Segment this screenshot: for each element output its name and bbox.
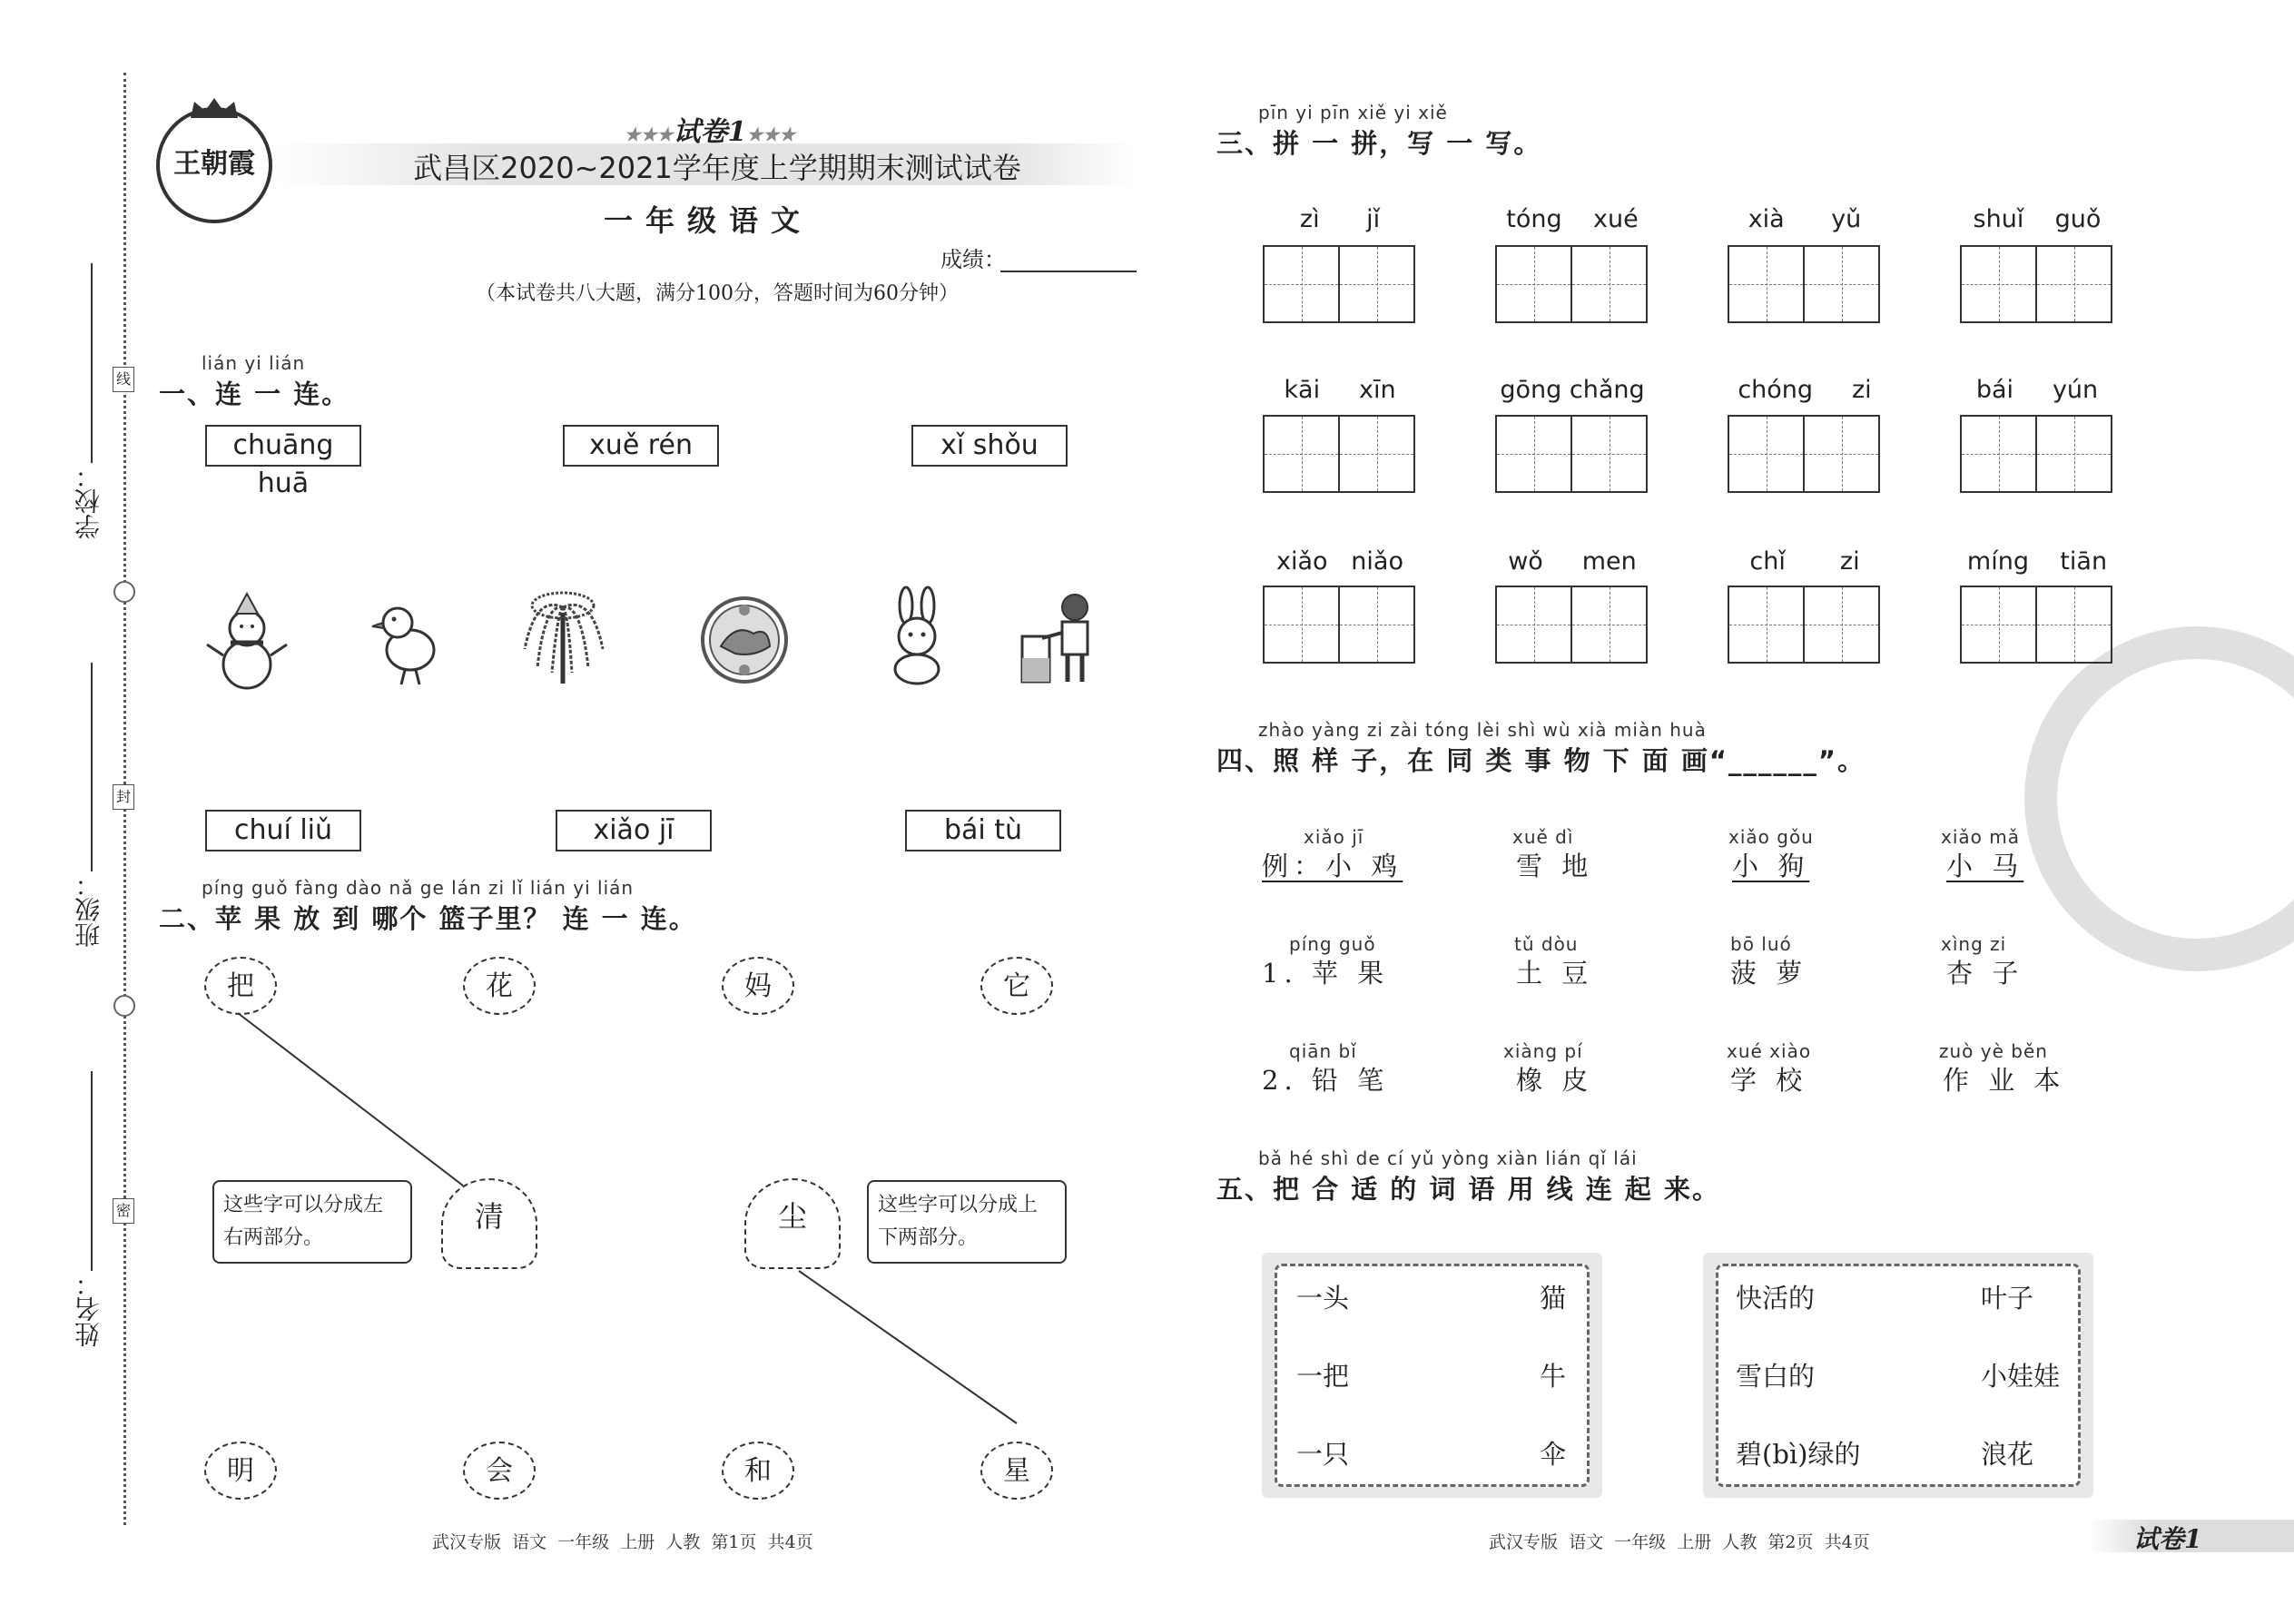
subject-title: 一年级语文 [603,203,812,238]
connector-line [799,1271,1017,1423]
grid-pinyin: chóng zi [1738,376,1872,404]
brand-name: 王朝霞 [173,148,255,180]
section5-title: 五、把 合 适 的 词 语 用 线 连 起 来。 [1216,1174,1720,1205]
word-pinyin: xué xiào [1727,1040,1812,1062]
apple-he[interactable]: 和 [722,1442,794,1500]
word-pinyin: xiàng pí [1503,1040,1583,1062]
apple-ming[interactable]: 明 [204,1442,277,1500]
grid-pinyin: tóng xué [1506,205,1639,233]
grid-pinyin: kāi xīn [1284,376,1396,404]
pinyin-box-xiaoji[interactable]: xiǎo jī [556,810,712,851]
writing-grid[interactable] [1495,245,1648,323]
footer-right: 武汉专版 语文 一年级 上册 人教 第2页 共4页 [1489,1532,1870,1552]
word-option[interactable]: 1. 苹 果 [1262,958,1390,989]
measure-word[interactable]: 一头 [1296,1283,1350,1314]
section4-pinyin: zhào yàng zi zài tóng lèi shì wù xià miàn huà [1258,719,1707,741]
pinyin-box-xueren[interactable]: xuě rén [563,425,719,467]
section1-pinyin: lián yi lián [202,352,306,374]
word-pinyin: xìng zi [1941,933,2007,955]
word-pinyin: tǔ dòu [1514,933,1579,955]
footer-left: 武汉专版 语文 一年级 上册 人教 第1页 共4页 [432,1532,813,1552]
word-option[interactable]: 土 豆 [1516,958,1594,989]
word-pinyin: zuò yè běn [1939,1040,2048,1062]
word-option[interactable]: 杏 子 [1946,958,2024,989]
word-option[interactable]: 小 马 [1946,851,2024,881]
word-pinyin: bō luó [1730,933,1792,955]
writing-grid[interactable] [1960,586,2112,664]
writing-grid[interactable] [1960,415,2112,493]
star-icon: ★★★ [624,123,674,145]
section5-pinyin: bǎ hé shì de cí yǔ yòng xiàn lián qǐ lái [1258,1147,1638,1169]
pinyin-box-chuiliu[interactable]: chuí liǔ [205,810,361,851]
school-label: 学校： [74,463,103,539]
section2-pinyin: píng guǒ fàng dào nǎ ge lán zi lǐ lián yi lián [202,877,635,899]
grid-pinyin: zì jǐ [1299,205,1381,233]
noun-word[interactable]: 牛 [1540,1361,1567,1392]
mark-seal: 封 [113,784,134,810]
adjective-word[interactable]: 雪白的 [1736,1361,1816,1392]
writing-grid[interactable] [1263,245,1415,323]
measure-word[interactable]: 一只 [1296,1439,1350,1470]
apple-ma[interactable]: 妈 [722,957,794,1015]
section4-title: 四、照 样 子，在 同 类 事 物 下 面 画“______”。 [1216,745,1866,776]
adjective-word[interactable]: 快活的 [1736,1283,1816,1314]
apple-ta[interactable]: 它 [980,957,1053,1015]
noun-word[interactable]: 猫 [1540,1283,1567,1314]
writing-grid[interactable] [1728,415,1880,493]
connector-line [238,1013,463,1186]
mark-line: 线 [113,367,134,392]
apple-xing[interactable]: 星 [980,1442,1053,1500]
writing-grid[interactable] [1495,586,1648,664]
section1-title: 一、连 一 连。 [159,379,350,409]
measure-word[interactable]: 一把 [1296,1361,1350,1392]
word-option[interactable]: 橡 皮 [1516,1065,1594,1096]
word-pinyin: píng guǒ [1289,933,1376,955]
grid-pinyin: xiǎo niǎo [1276,547,1403,576]
word-option[interactable]: 学 校 [1730,1065,1808,1096]
grid-pinyin: shuǐ guǒ [1973,205,2102,233]
writing-grid[interactable] [1263,586,1415,664]
writing-grid[interactable] [1263,415,1415,493]
section3-title: 三、拼 一 拼，写 一 写。 [1216,128,1542,159]
word-pinyin: xiǎo jī [1304,826,1364,848]
exam-title: 武昌区2020~2021学年度上学期期末测试试卷 [413,151,1021,185]
word-option[interactable]: 雪 地 [1516,851,1594,881]
writing-grid[interactable] [1960,245,2112,323]
noun-word[interactable]: 伞 [1540,1439,1567,1470]
word-option[interactable]: 作 业 本 [1943,1065,2066,1096]
instructions: （本试卷共八大题，满分100分，答题时间为60分钟） [476,282,959,305]
pinyin-box-baitu[interactable]: bái tù [905,810,1061,851]
name-label: 姓名： [74,1271,103,1347]
pinyin-box-chuanghua[interactable]: chuāng huā [205,425,361,467]
speech-bubble-left: 这些字可以分成左右两部分。 [212,1180,412,1264]
pinyin-box-xishou[interactable]: xǐ shǒu [911,425,1068,467]
basket-left[interactable]: 清 [441,1178,537,1269]
mark-seal-2: 密 [113,1198,134,1224]
apple-hua[interactable]: 花 [463,957,536,1015]
writing-grid[interactable] [1495,415,1648,493]
grid-pinyin: gōng chǎng [1500,376,1645,404]
basket-right[interactable]: 尘 [744,1178,841,1269]
word-pinyin: xuě dì [1512,826,1574,848]
grid-pinyin: wǒ men [1508,547,1637,576]
class-label: 班级： [74,871,103,948]
corner-tag: 试卷1 [2133,1524,2202,1554]
noun-word[interactable]: 小娃娃 [1981,1361,2061,1392]
score-label: 成绩： [940,247,1006,272]
noun-word[interactable]: 浪花 [1981,1439,2034,1470]
example-word: 例：小 鸡 [1262,851,1403,881]
section3-pinyin: pīn yi pīn xiě yi xiě [1258,102,1448,123]
word-option[interactable]: 小 狗 [1732,851,1810,881]
grid-pinyin: bái yún [1975,376,2099,404]
word-pinyin: xiǎo gǒu [1728,826,1814,848]
grid-pinyin: míng tiān [1966,547,2108,576]
word-option[interactable]: 2. 铅 笔 [1262,1065,1390,1096]
speech-bubble-right: 这些字可以分成上下两部分。 [867,1180,1067,1264]
section2-title: 二、苹 果 放 到 哪个 篮子里？ 连 一 连。 [159,903,697,934]
word-option[interactable]: 菠 萝 [1730,958,1808,989]
grid-pinyin: xià yǔ [1748,205,1862,233]
noun-word[interactable]: 叶子 [1981,1283,2034,1314]
apple-ba[interactable]: 把 [204,957,277,1015]
adjective-word[interactable]: 碧(bì)绿的 [1736,1439,1861,1470]
grid-pinyin: chǐ zi [1749,547,1860,576]
apple-hui[interactable]: 会 [463,1442,536,1500]
word-pinyin: xiǎo mǎ [1941,826,2020,848]
series-title: ★★★试卷1★★★ [624,116,796,148]
writing-grid[interactable] [1728,245,1880,323]
word-pinyin: qiān bǐ [1289,1040,1357,1062]
writing-grid[interactable] [1728,586,1880,664]
star-icon: ★★★ [746,123,796,145]
